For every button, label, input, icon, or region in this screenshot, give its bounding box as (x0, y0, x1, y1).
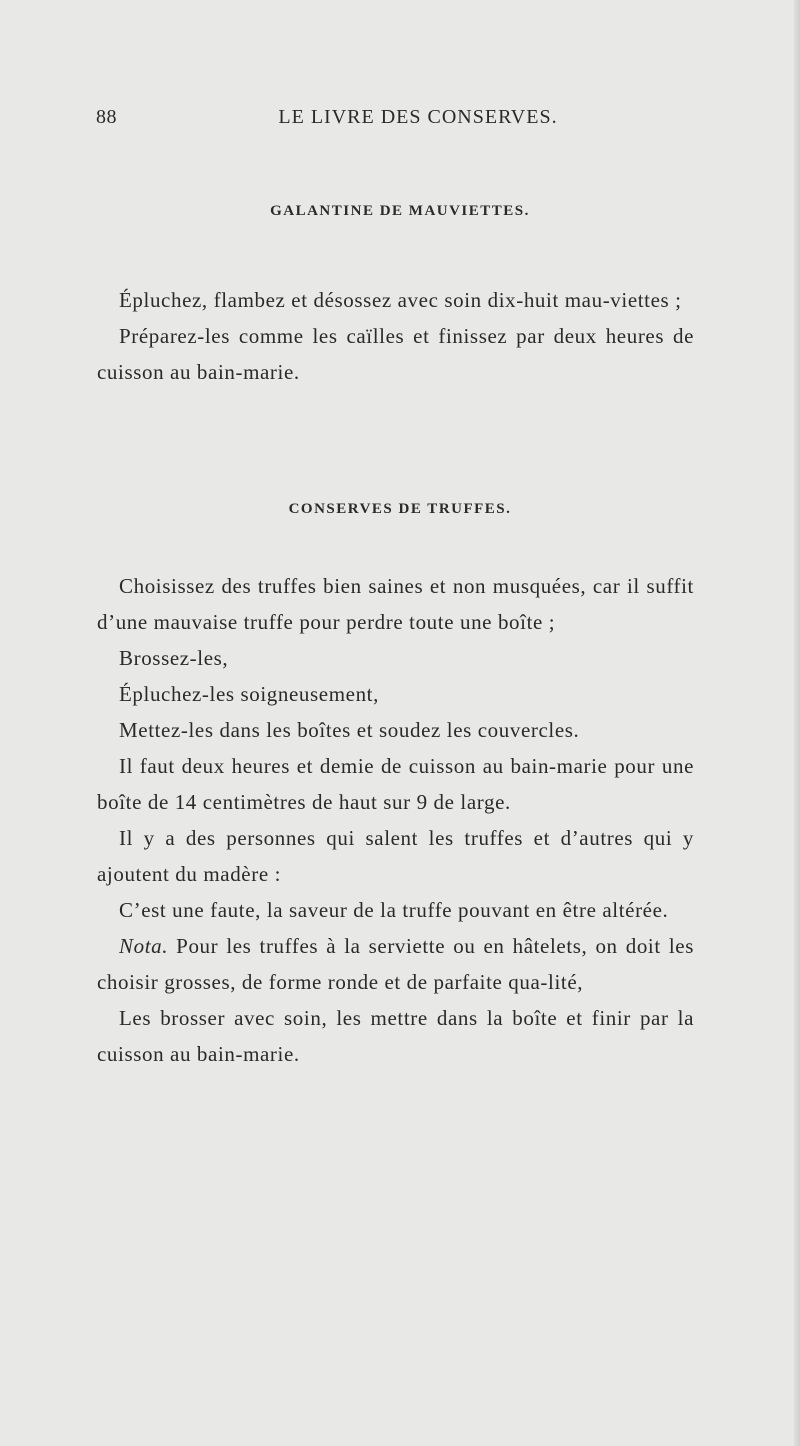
page-number: 88 (96, 106, 117, 128)
paragraph: Choisissez des truffes bien saines et non musquées, car il suffit d’une mauvaise truffe pour perdre toute une boîte ; (97, 574, 694, 634)
paragraph: Il y a des personnes qui salent les truffes et d’autres qui y ajoutent du madère : (97, 826, 694, 886)
paragraph: Préparez-les comme les caïlles et finissez par deux heures de cuisson au bain-marie. (97, 324, 694, 384)
section-body-truffes (97, 568, 694, 1072)
section-body-galantine (97, 282, 694, 390)
section-title-galantine: GALANTINE DE MAUVIETTES. (270, 203, 530, 219)
paragraph: Mettez-les dans les boîtes et soudez les couvercles. (119, 718, 580, 742)
paragraph: Brossez-les, (119, 646, 229, 670)
nota-label: Nota. (119, 934, 169, 958)
running-header (96, 106, 696, 136)
nota-text: Pour les truffes à la serviette ou en hâtelets, on doit les choisir grosses, de forme ronde et de parfaite qua-lité, (97, 934, 694, 994)
paragraph: C’est une faute, la saveur de la truffe pouvant en être altérée. (119, 898, 669, 922)
paragraph: Épluchez, flambez et désossez avec soin dix-huit mau-viettes ; (119, 288, 682, 312)
paragraph: Il faut deux heures et demie de cuisson au bain-marie pour une boîte de 14 centimètres de haut sur 9 de large. (97, 754, 694, 814)
section-title-truffes: CONSERVES DE TRUFFES. (288, 501, 512, 517)
nota-paragraph (97, 928, 694, 1000)
paragraph: Les brosser avec soin, les mettre dans la boîte et finir par la cuisson au bain-marie. (97, 1006, 694, 1066)
paragraph: Épluchez-les soigneusement, (119, 682, 379, 706)
running-title: LE LIVRE DES CONSERVES. (278, 106, 558, 128)
